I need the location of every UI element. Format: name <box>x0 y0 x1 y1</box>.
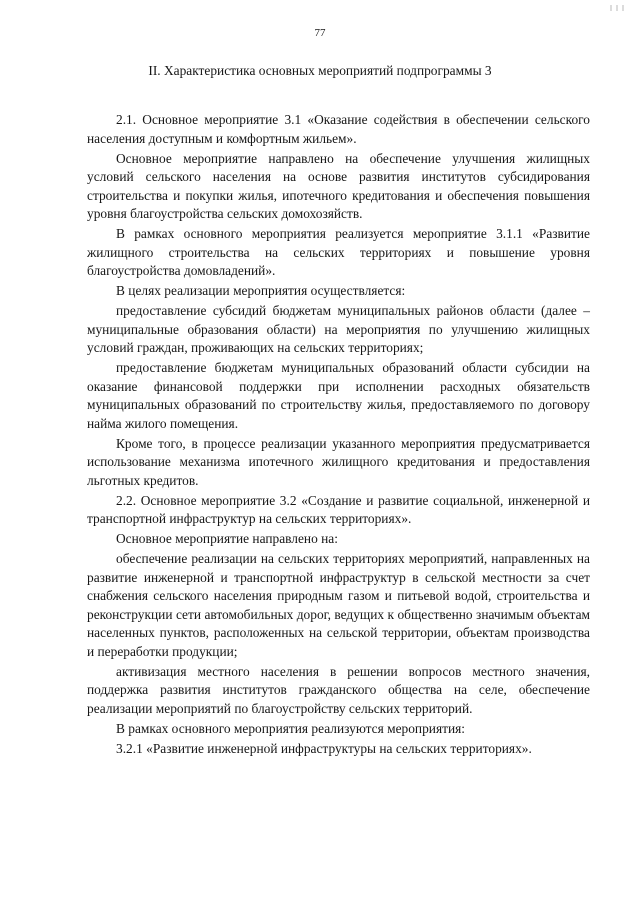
paragraph: активизация местного населения в решении вопросов местного значения, поддержка развития институтов гражданского общества на селе, обеспечение реализации мероприятий по благоустройству сельских территорий. <box>87 663 590 716</box>
paragraph: В целях реализации мероприятия осуществляется: <box>116 283 406 298</box>
paragraph-3-2-1: 3.2.1 «Развитие инженерной инфраструктуры на сельских территориях». <box>116 740 532 756</box>
paragraph: Кроме того, в процессе реализации указанного мероприятия предусматривается использование механизма ипотечного жилищного кредитования и предоставления льготных кредитов. <box>87 435 590 488</box>
page-number: 77 <box>314 27 326 39</box>
paragraph: Основное мероприятие направлено на обеспечение улучшения жилищных условий сельского населения на основе развития институтов субсидирования строительства и покупки жилья, ипотечного кредитования и обеспечения повышения уровня благоустройства сельских домохозяйств. <box>87 150 590 221</box>
section-heading: II. Характеристика основных мероприятий подпрограммы 3 <box>148 63 492 78</box>
paragraph-2-1: 2.1. Основное мероприятие 3.1 «Оказание содействия в обеспечении сельского населения доступным и комфортным жильем». <box>87 112 590 146</box>
paragraph: предоставление субсидий бюджетам муниципальных районов области (далее – муниципальные образования области) на мероприятия по улучшению жилищных условий граждан, проживающих на сельских территориях; <box>87 303 590 355</box>
body-text <box>87 111 590 758</box>
paragraph: Основное мероприятие направлено на: <box>116 531 338 546</box>
paragraph-2-2: 2.2. Основное мероприятие 3.2 «Создание и развитие социальной, инженерной и транспортной инфраструктур на сельских территориях». <box>87 492 590 526</box>
scan-corner-marks <box>608 0 630 8</box>
paragraph: В рамках основного мероприятия реализуется мероприятие 3.1.1 «Развитие жилищного строительства на сельских территориях и повышение уровня благоустройства домовладений». <box>87 226 590 278</box>
scan-artifact <box>608 5 630 13</box>
paragraph: В рамках основного мероприятия реализуются мероприятия: <box>116 720 466 736</box>
paragraph: предоставление бюджетам муниципальных образований области субсидии на оказание финансовой поддержки при исполнении расходных обязательств муниципальных образований по строительству жилья, предоставляемого по договору найма жилого помещения. <box>87 360 590 431</box>
paragraph: обеспечение реализации на сельских территориях мероприятий, направленных на развитие инженерной и транспортной инфраструктур в сельской местности за счет снабжения сельского населения природным газом и питьевой водой, строительства и реконструкции сети автомобильных дорог, ведущих к общественно значимым объектам населенных пунктов, расположенных на сельской территории, объектам производства и переработки продукции; <box>87 551 590 659</box>
